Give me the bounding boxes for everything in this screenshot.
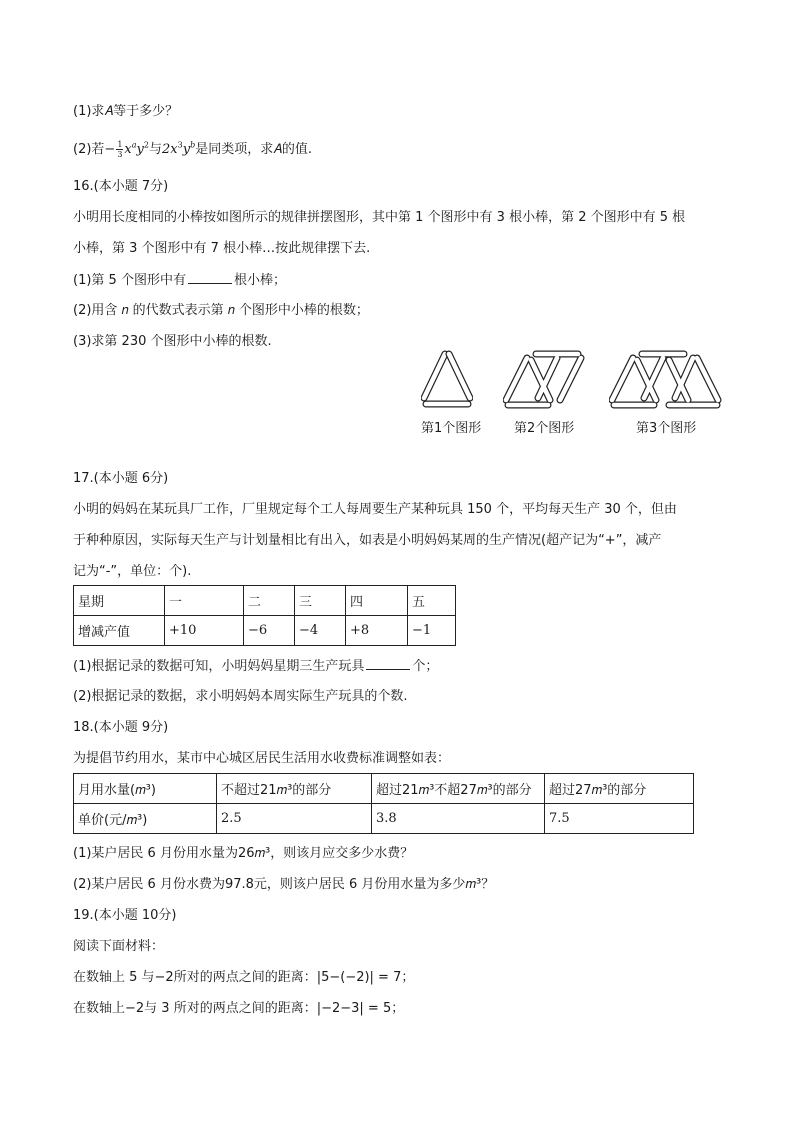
production-table [73, 585, 456, 646]
fraction: $\frac{1}{3}$ [117, 140, 123, 159]
figure-1-label: 第1个图形 [421, 421, 482, 436]
figure-2-label: 第2个图形 [514, 421, 575, 436]
table-cell: −1 [408, 616, 456, 646]
table-cell: −4 [295, 616, 346, 646]
q19-line2: 在数轴上−2与 3 所对的两点之间的距离：|−2−3| = 5； [73, 1001, 405, 1016]
q18-heading: 18.(本小题 9分) [73, 720, 169, 735]
q16-part1: (1)第 5 个图形中有 根小棒； [73, 273, 286, 288]
table-cell: 二 [244, 586, 295, 616]
table-cell: 3.8 [372, 804, 545, 834]
table-cell: 不超过21𝑚³的部分 [217, 774, 372, 804]
q19-heading: 19.(本小题 10分) [73, 908, 177, 923]
q17-stem-line2: 于种种原因，实际每天生产与计划量相比有出入，如表是小明妈妈某周的生产情况(超产记为“+”，减产 [73, 533, 662, 548]
table-row [74, 804, 694, 834]
q18-part1: (1)某户居民 6 月份用水量为26𝑚³，则该月应交多少水费？ [73, 846, 414, 861]
q16-part3: (3)求第 230 个图形中小棒的根数. [73, 334, 272, 349]
table-cell: 三 [295, 586, 346, 616]
answer-blank [366, 657, 410, 670]
table-row [74, 586, 456, 616]
figure-2-triangles [503, 350, 585, 410]
q17-part1: (1)根据记录的数据可知，小明妈妈星期三生产玩具 个； [73, 659, 439, 674]
table-cell: 星期 [74, 586, 165, 616]
q17-part2: (2)根据记录的数据，求小明妈妈本周实际生产玩具的个数. [73, 689, 408, 704]
table-cell: 7.5 [545, 804, 694, 834]
water-price-table [73, 773, 694, 834]
q15-part2-prefix: (2)若 [73, 142, 105, 157]
q16-heading: 16.(本小题 7分) [73, 179, 169, 194]
table-row [74, 774, 694, 804]
q18-part2: (2)某户居民 6 月份水费为97.8元，则该户居民 6 月份用水量为多少𝑚³？ [73, 877, 495, 892]
answer-blank [188, 271, 232, 284]
table-cell: 四 [346, 586, 408, 616]
q15-part1: (1)求𝐴等于多少？ [73, 104, 179, 119]
table-cell: 增减产值 [74, 616, 165, 646]
q18-stem: 为提倡节约用水，某市中心城区居民生活用水收费标准调整如表： [73, 751, 451, 766]
q17-stem-line3: 记为“-”，单位：个). [73, 564, 192, 579]
table-cell: 月用水量(𝑚³) [74, 774, 217, 804]
q16-part2: (2)用含 𝑛 的代数式表示第 𝑛 个图形中小棒的根数； [73, 303, 369, 318]
table-cell: −6 [244, 616, 295, 646]
table-cell: +8 [346, 616, 408, 646]
table-row [74, 616, 456, 646]
q16-stem-line2: 小棒，第 3 个图形中有 7 根小棒…按此规律摆下去. [73, 241, 371, 256]
table-cell: 五 [408, 586, 456, 616]
q15-part2: (2)若− $\frac{1}{3}$ $x^ay^2$与$2x^3y^b$是同类项，求𝐴的值. [73, 140, 312, 159]
table-cell: 超过27𝑚³的部分 [545, 774, 694, 804]
figure-1-triangle [421, 350, 473, 410]
table-cell: 一 [165, 586, 244, 616]
table-cell: 超过21𝑚³不超27𝑚³的部分 [372, 774, 545, 804]
q17-stem-line1: 小明的妈妈在某玩具厂工作，厂里规定每个工人每周要生产某种玩具 150 个，平均每天生产 30 个，但由 [73, 502, 677, 517]
q19-stem: 阅读下面材料： [73, 939, 165, 954]
table-cell: +10 [165, 616, 244, 646]
figure-3-triangles [609, 350, 723, 410]
table-cell: 2.5 [217, 804, 372, 834]
figure-3-label: 第3个图形 [636, 421, 697, 436]
q19-line1: 在数轴上 5 与−2所对的两点之间的距离：|5−(−2)| = 7； [73, 970, 415, 985]
q16-stem-line1: 小明用长度相同的小棒按如图所示的规律拼摆图形，其中第 1 个图形中有 3 根小棒，第 2 个图形中有 5 根 [73, 210, 686, 225]
q17-heading: 17.(本小题 6分) [73, 471, 169, 486]
table-cell: 单价(元/𝑚³) [74, 804, 217, 834]
